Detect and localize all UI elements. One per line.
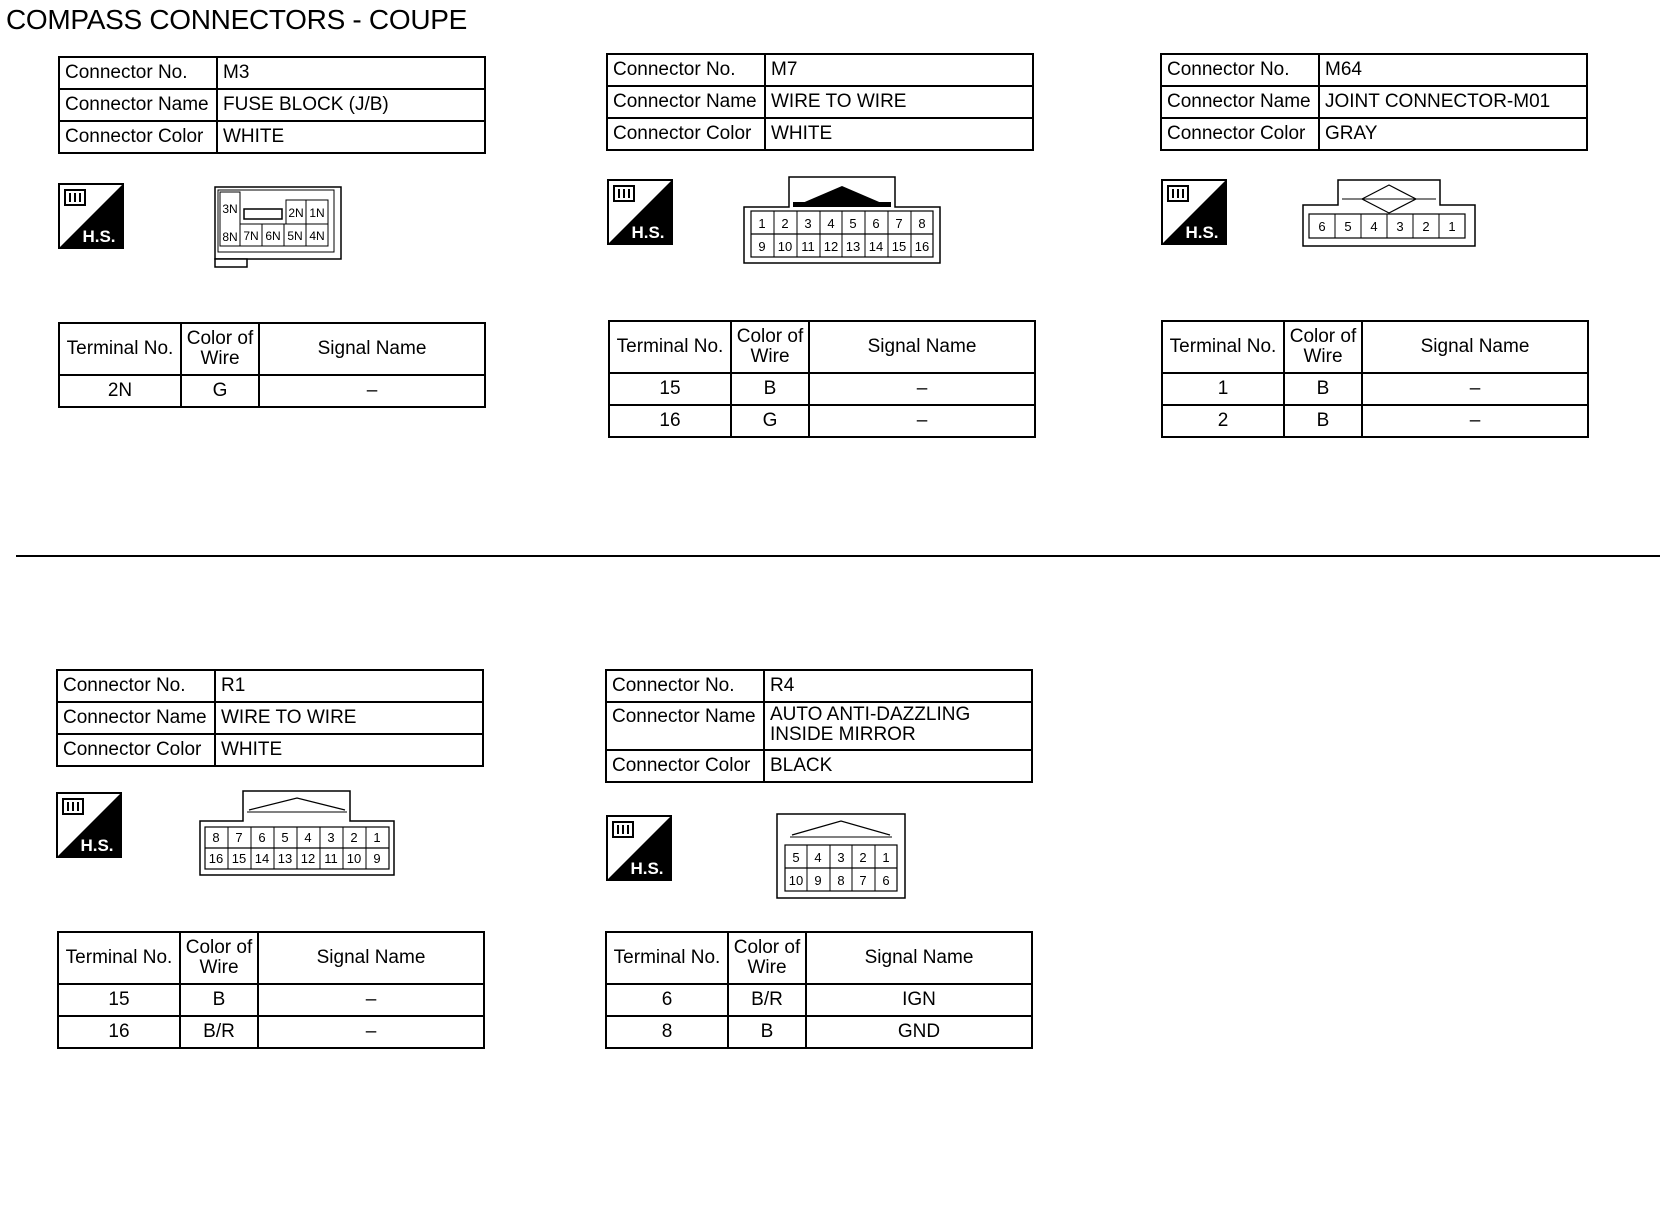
terminal-table (58, 322, 486, 408)
pin-label: 3 (327, 830, 335, 845)
signal-name-cell: – (258, 984, 484, 1016)
pin-label: 5 (849, 216, 857, 231)
connector-no-label: Connector No. (607, 54, 765, 86)
pin-label: 11 (324, 851, 338, 866)
connector-name-label: Connector Name (606, 702, 764, 750)
pin-label: 9 (814, 873, 822, 888)
pin-label: 1 (882, 850, 890, 865)
signal-name-header: Signal Name (809, 321, 1035, 373)
wire-color-header: Color of Wire (728, 932, 806, 984)
connector-no-label: Connector No. (59, 57, 217, 89)
hs-label: H.S. (630, 859, 664, 878)
terminal-no-header: Terminal No. (1162, 321, 1284, 373)
pin-label: 7N (243, 229, 259, 243)
connector-no-label: Connector No. (57, 670, 215, 702)
pin-label: 6 (882, 873, 890, 888)
terminal-no-cell: 16 (58, 1016, 180, 1048)
pin-label: 7 (235, 830, 243, 845)
pin-label: 6 (258, 830, 266, 845)
page-title: COMPASS CONNECTORS - COUPE (6, 4, 467, 35)
hs-label: H.S. (1185, 223, 1219, 242)
terminal-no-cell: 1 (1162, 373, 1284, 405)
wire-color-cell: G (731, 405, 809, 437)
terminal-no-cell: 2N (59, 375, 181, 407)
table-row (58, 984, 484, 1016)
wire-color-cell: B (180, 984, 258, 1016)
connector-no-value: M64 (1319, 54, 1587, 86)
connector-face-diagram (214, 186, 342, 268)
connector-no-label: Connector No. (1161, 54, 1319, 86)
connector-name-value: JOINT CONNECTOR-M01 (1319, 86, 1587, 118)
connector-info-table (605, 669, 1033, 783)
pin-label: 15 (231, 851, 247, 866)
hs-label: H.S. (82, 227, 116, 246)
terminal-table (57, 931, 485, 1049)
signal-name-header: Signal Name (806, 932, 1032, 984)
pin-label: 10 (788, 873, 804, 888)
pin-label: 14 (254, 851, 270, 866)
connector-face-diagram (199, 790, 395, 876)
wire-color-cell: B (728, 1016, 806, 1048)
pin-label: 15 (891, 239, 907, 254)
pin-label: 1 (373, 830, 381, 845)
terminal-no-header: Terminal No. (609, 321, 731, 373)
connector-color-label: Connector Color (607, 118, 765, 150)
connector-face-diagram (776, 813, 906, 899)
terminal-table (605, 931, 1033, 1049)
table-row (609, 405, 1035, 437)
pin-label: 9 (373, 851, 381, 866)
connector-face-diagram (1302, 179, 1476, 247)
pin-label: 3N (222, 202, 238, 216)
pin-label: 4 (1370, 219, 1378, 234)
harness-side-icon (58, 183, 124, 249)
wire-color-header: Color of Wire (731, 321, 809, 373)
pin-label: 7 (859, 873, 867, 888)
pin-label: 12 (823, 239, 839, 254)
wire-color-cell: G (181, 375, 259, 407)
connector-name-value: WIRE TO WIRE (215, 702, 483, 734)
pin-label: 4N (309, 229, 325, 243)
connector-no-value: M3 (217, 57, 485, 89)
pin-label: 6 (1318, 219, 1326, 234)
hs-label: H.S. (631, 223, 665, 242)
table-row (58, 1016, 484, 1048)
pin-label: 13 (845, 239, 861, 254)
pin-label: 2 (350, 830, 358, 845)
pin-label: 16 (208, 851, 224, 866)
pin-label: 4 (304, 830, 312, 845)
connector-color-label: Connector Color (59, 121, 217, 153)
pin-label: 4 (827, 216, 835, 231)
pin-label: 6N (265, 229, 281, 243)
connector-name-value: AUTO ANTI-DAZZLING INSIDE MIRROR (764, 702, 1032, 750)
signal-name-cell: – (259, 375, 485, 407)
pin-label: 2 (859, 850, 867, 865)
terminal-no-cell: 16 (609, 405, 731, 437)
harness-side-icon (56, 792, 122, 858)
connector-name-value: WIRE TO WIRE (765, 86, 1033, 118)
terminal-no-cell: 15 (609, 373, 731, 405)
terminal-table (608, 320, 1036, 438)
signal-name-cell: – (809, 405, 1035, 437)
wire-color-cell: B/R (728, 984, 806, 1016)
signal-name-cell: – (258, 1016, 484, 1048)
hs-label: H.S. (80, 836, 114, 855)
terminal-no-cell: 8 (606, 1016, 728, 1048)
pin-label: 16 (914, 239, 930, 254)
harness-side-icon (607, 179, 673, 245)
wire-color-cell: B (1284, 373, 1362, 405)
pin-label: 10 (777, 239, 793, 254)
connector-color-value: WHITE (765, 118, 1033, 150)
connector-info-table (58, 56, 486, 154)
connector-name-label: Connector Name (59, 89, 217, 121)
connector-color-value: BLACK (764, 750, 1032, 782)
connector-no-value: R1 (215, 670, 483, 702)
signal-name-cell: GND (806, 1016, 1032, 1048)
signal-name-header: Signal Name (1362, 321, 1588, 373)
connector-name-label: Connector Name (57, 702, 215, 734)
pin-label: 2N (288, 206, 304, 220)
pin-label: 14 (868, 239, 884, 254)
connector-color-label: Connector Color (57, 734, 215, 766)
wire-color-cell: B (1284, 405, 1362, 437)
connector-no-value: R4 (764, 670, 1032, 702)
signal-name-header: Signal Name (259, 323, 485, 375)
pin-label: 10 (346, 851, 362, 866)
wire-color-cell: B (731, 373, 809, 405)
terminal-no-cell: 15 (58, 984, 180, 1016)
connector-no-value: M7 (765, 54, 1033, 86)
signal-name-header: Signal Name (258, 932, 484, 984)
pin-label: 5 (281, 830, 289, 845)
table-row (609, 373, 1035, 405)
pin-label: 3 (804, 216, 812, 231)
pin-label: 3 (1396, 219, 1404, 234)
pin-label: 3 (837, 850, 845, 865)
terminal-no-header: Terminal No. (58, 932, 180, 984)
table-row (606, 1016, 1032, 1048)
pin-label: 1N (309, 206, 325, 220)
pin-label: 11 (801, 239, 815, 254)
connector-color-label: Connector Color (1161, 118, 1319, 150)
harness-side-icon (1161, 179, 1227, 245)
pin-label: 8N (222, 230, 238, 244)
pin-label: 8 (837, 873, 845, 888)
signal-name-cell: – (1362, 373, 1588, 405)
connector-info-table (56, 669, 484, 767)
terminal-no-header: Terminal No. (59, 323, 181, 375)
pin-label: 12 (300, 851, 316, 866)
pin-label: 4 (814, 850, 822, 865)
connector-color-label: Connector Color (606, 750, 764, 782)
table-row (59, 375, 485, 407)
pin-label: 1 (758, 216, 766, 231)
terminal-table (1161, 320, 1589, 438)
pin-label: 8 (918, 216, 926, 231)
terminal-no-header: Terminal No. (606, 932, 728, 984)
connector-color-value: WHITE (217, 121, 485, 153)
connector-color-value: WHITE (215, 734, 483, 766)
section-divider (16, 555, 1660, 557)
pin-label: 5 (792, 850, 800, 865)
wire-color-header: Color of Wire (1284, 321, 1362, 373)
table-row (606, 984, 1032, 1016)
pin-label: 8 (212, 830, 220, 845)
wire-color-header: Color of Wire (180, 932, 258, 984)
connector-info-table (606, 53, 1034, 151)
pin-label: 13 (277, 851, 293, 866)
pin-label: 5N (287, 229, 303, 243)
connector-color-value: GRAY (1319, 118, 1587, 150)
connector-name-label: Connector Name (1161, 86, 1319, 118)
connector-face-diagram (743, 176, 941, 264)
pin-label: 2 (1422, 219, 1430, 234)
connector-name-label: Connector Name (607, 86, 765, 118)
pin-label: 2 (781, 216, 789, 231)
pin-label: 6 (872, 216, 880, 231)
terminal-no-cell: 2 (1162, 405, 1284, 437)
harness-side-icon (606, 815, 672, 881)
pin-label: 7 (895, 216, 903, 231)
table-row (1162, 373, 1588, 405)
pin-label: 9 (758, 239, 766, 254)
table-row (1162, 405, 1588, 437)
signal-name-cell: – (1362, 405, 1588, 437)
connector-name-value: FUSE BLOCK (J/B) (217, 89, 485, 121)
pin-label: 1 (1448, 219, 1456, 234)
connector-no-label: Connector No. (606, 670, 764, 702)
pin-label: 5 (1344, 219, 1352, 234)
wire-color-cell: B/R (180, 1016, 258, 1048)
signal-name-cell: – (809, 373, 1035, 405)
signal-name-cell: IGN (806, 984, 1032, 1016)
wire-color-header: Color of Wire (181, 323, 259, 375)
terminal-no-cell: 6 (606, 984, 728, 1016)
connector-info-table (1160, 53, 1588, 151)
